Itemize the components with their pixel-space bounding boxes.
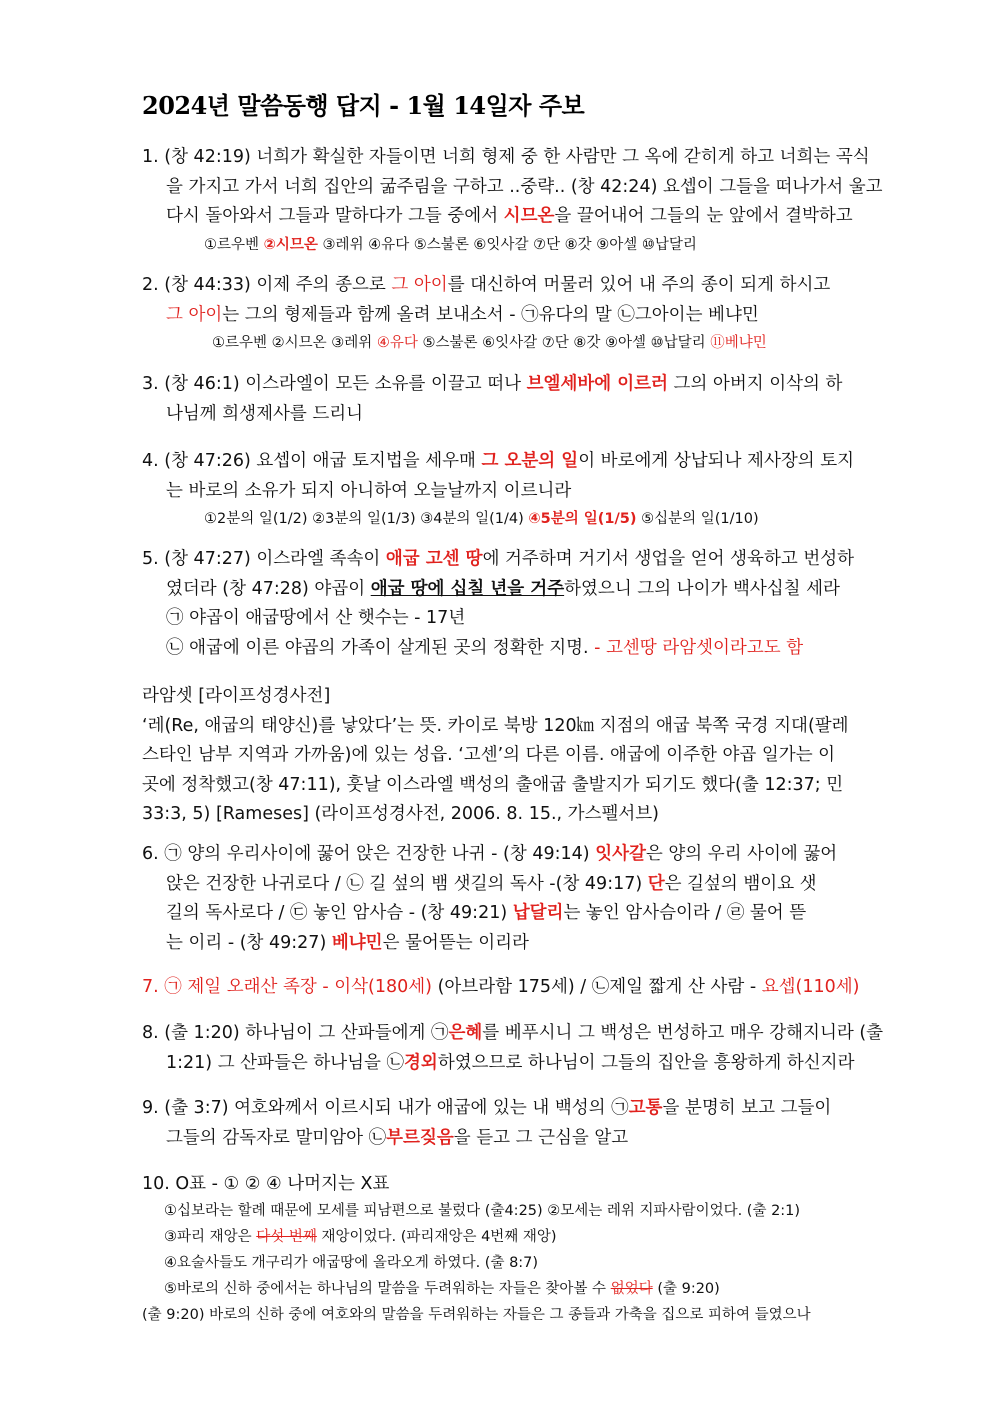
q10-struck-text-2: 없었다: [610, 1281, 653, 1297]
q3-text: 3. (창 46:1) 이스라엘이 모든 소유를 이끌고 떠나: [142, 374, 527, 394]
q5-answer-note: - 고센땅 라암셋이라고도 함: [594, 637, 804, 658]
dictionary-line-4: 33:3, 5) [Rameses] (라이프성경사전, 2006. 8. 15., 가스펠서브): [142, 804, 659, 824]
question-8: [142, 1019, 884, 1078]
q7-line-1: [142, 973, 860, 1003]
q5-line-2: [142, 575, 852, 605]
q4-text-end: 이 바로에게 상납되나 제사장의 토지: [578, 451, 855, 471]
question-3: [142, 370, 852, 429]
q4-line-1: [142, 447, 855, 477]
q2-highlight-2: 그 아이: [166, 304, 223, 325]
q9-line-1: [142, 1094, 852, 1124]
q3-line-2: 나님께 희생제사를 드리니: [166, 403, 364, 424]
q2-correct-option-b: ⑪베냐민: [710, 335, 767, 351]
q6-text: 6. ㉠ 양의 우리사이에 꿇어 앉은 건장한 나귀 - (창 49:14): [142, 844, 596, 864]
q6-text-4-end: 은 물어뜯는 이리라: [382, 932, 529, 953]
q6-text-2: 앉은 건장한 나귀로다 / ㉡ 길 섶의 뱀 샛길의 독사 -(창 49:17): [166, 873, 648, 894]
q1-line-3: [142, 202, 852, 232]
q3-text-end: 그의 아버지 이삭의 하: [667, 374, 843, 394]
q6-highlight-3: 납달리: [512, 903, 564, 923]
q4-option-text: ①2분의 일(1/2) ②3분의 일(1/3) ③4분의 일(1/4): [204, 511, 529, 527]
q9-text-2-end: 을 듣고 그 근심을 알고: [453, 1127, 629, 1148]
q10-statement-4: ④요술사들도 개구리가 애굽땅에 올라오게 하였다. (출 8:7): [164, 1255, 539, 1271]
q5-text: 5. (창 47:27) 이스라엘 족속이: [142, 549, 386, 569]
q2-option-text: ①르우벤 ②시므온 ③레위: [212, 335, 377, 351]
q6-text-2-end: 은 길섶의 뱀이요 샛: [664, 873, 817, 894]
question-4: [142, 447, 855, 532]
question-10: [142, 1170, 852, 1200]
dictionary-line-2: 스타인 남부 지역과 가까움)에 있는 성읍. ‘고센’의 다른 이름. 애굽에 이주한 야곱 일가는 이: [142, 745, 836, 765]
q10-heading: 10. O표 - ① ② ④ 나머지는 X표: [142, 1174, 390, 1194]
q2-line-1: [142, 271, 852, 301]
question-9: [142, 1094, 852, 1153]
q5-text-end: 에 거주하며 거기서 생업을 얻어 생육하고 번성하: [482, 549, 855, 569]
q4-option-rest: ⑤십분의 일(1/10): [636, 511, 759, 527]
q8-text-2-end: 하였으므로 하나님이 그들의 집안을 흥왕하게 하신지라: [437, 1052, 855, 1073]
q2-option-middle: ⑤스불론 ⑥잇사갈 ⑦단 ⑧갓 ⑨아셀 ⑩납달리: [417, 335, 711, 351]
question-2: [142, 271, 852, 356]
q4-correct-option: ④5분의 일(1/5): [528, 511, 637, 527]
q10-struck-text-1: 다섯 번째: [256, 1229, 317, 1245]
q5-text-2: 였더라 (창 47:28) 야곱이: [166, 578, 371, 599]
q5-underlined-phrase: 애굽 땅에 십칠 년을 거주: [370, 578, 565, 599]
q4-answer-highlight: 그 오분의 일: [481, 451, 579, 471]
q2-highlight-1: 그 아이: [391, 275, 448, 295]
q6-text-4: 는 이리 - (창 49:27): [166, 932, 332, 953]
q7-text: (아브라함 175세) / ㉡제일 짧게 산 사람 -: [432, 977, 762, 997]
q3-line-1: [142, 370, 852, 400]
q3-answer-highlight: 브엘세바에 이르러: [526, 374, 668, 394]
q9-line-2: [142, 1124, 852, 1154]
q8-text-2: 1:21) 그 산파들은 하나님을 ㉡: [166, 1052, 405, 1073]
q2-text-end: 를 대신하여 머물러 있어 내 주의 종이 되게 하시고: [447, 275, 831, 295]
page-title: 2024년 말씀동행 답지 - 1월 14일자 주보: [142, 91, 585, 120]
q6-highlight-4: 베냐민: [331, 932, 383, 953]
q1-answer-highlight: 시므온: [503, 206, 555, 226]
q8-highlight-1: 은혜: [448, 1023, 483, 1043]
q9-highlight-1: 고통: [628, 1098, 663, 1118]
dictionary-line-1: ‘레(Re, 애굽의 태양신)를 낳았다’는 뜻. 카이로 북방 120㎞ 지점의 애굽 북쪽 국경 지대(팔레: [142, 715, 849, 736]
q1-text: 다시 돌아와서 그들과 말하다가 그들 중에서: [166, 206, 504, 226]
q2-text-2: 는 그의 형제들과 함께 올려 보내소서 - ㉠유다의 말 ㉡그아이는 베냐민: [222, 304, 759, 325]
q6-highlight-1: 잇사갈: [595, 844, 646, 864]
q9-text-end: 을 분명히 보고 그들이: [662, 1098, 832, 1118]
q10-text-5: ⑤바로의 신하 중에서는 하나님의 말씀을 두려워하는 자들은 찾아볼 수: [164, 1281, 611, 1297]
q8-highlight-2: 경외: [404, 1052, 438, 1073]
dictionary-heading: 라암셋 [라이프성경사전]: [142, 686, 331, 706]
q5-line-1: [142, 545, 855, 575]
q6-highlight-2: 단: [647, 873, 665, 894]
q2-text: 2. (창 44:33) 이제 주의 종으로: [142, 275, 392, 295]
q9-text: 9. (출 3:7) 여호와께서 이르시되 내가 애굽에 있는 내 백성의 ㉠: [142, 1098, 629, 1118]
q10-statement-5: [142, 1276, 862, 1302]
q2-correct-option-a: ④유다: [376, 335, 418, 351]
question-7: [142, 973, 860, 1003]
q6-line-2: [142, 870, 852, 900]
q8-line-2: [142, 1049, 855, 1079]
q6-text-3-end: 는 놓인 암사슴이라 / ㉣ 물어 뜯: [563, 903, 807, 923]
q1-correct-option: ②시므온: [263, 236, 318, 253]
dictionary-line-3: 곳에 정착했고(창 47:11), 훗날 이스라엘 백성의 출애굽 출발지가 되기도 했다(출 12:37; 민: [142, 774, 844, 795]
q4-text: 4. (창 47:26) 요셉이 애굽 토지법을 세우매: [142, 451, 482, 471]
question-1: [142, 143, 883, 258]
q8-text-end: 를 베푸시니 그 백성은 번성하고 매우 강해지니라 (출: [482, 1023, 884, 1043]
q7-answer-2: 요셉(110세): [761, 977, 860, 997]
q10-text-5-end: (출 9:20): [652, 1281, 720, 1297]
q8-text: 8. (출 1:20) 하나님이 그 산파들에게 ㉠: [142, 1023, 449, 1043]
q5-text-2-end: 하였으니 그의 나이가 백사십칠 세라: [564, 578, 840, 599]
q6-text-end: 은 양의 우리 사이에 꿇어: [645, 844, 838, 864]
q8-line-1: [142, 1019, 884, 1049]
q9-highlight-2: 부르짖음: [386, 1127, 454, 1148]
q1-text-end: 을 끌어내어 그들의 눈 앞에서 결박하고: [554, 206, 853, 226]
q5-line-4: [142, 634, 852, 664]
q4-options: [142, 506, 852, 532]
q1-options: [142, 232, 852, 258]
q5-text-4: ㉡ 애굽에 이른 야곱의 가족이 살게된 곳의 정확한 지명.: [166, 637, 595, 658]
question-5: [142, 545, 855, 663]
q1-option-text: ①르우벤: [204, 236, 264, 253]
dictionary-excerpt: [142, 682, 852, 830]
q10-statements: [142, 1198, 862, 1328]
q10-text: ③파리 재앙은: [164, 1229, 257, 1245]
q1-line-2: 을 가지고 가서 너희 집안의 굶주림을 구하고 ..중략.. (창 42:24) 요셉이 그들을 떠나가서 울고: [166, 176, 883, 197]
q2-options: [142, 330, 852, 356]
q6-line-1: [142, 840, 852, 870]
question-6: [142, 840, 852, 958]
q10-reference-verse: (출 9:20) 바로의 신하 중에 여호와의 말씀을 두려워하는 자들은 그 종들과 가축을 집으로 피하여 들였으나: [142, 1307, 811, 1323]
q10-text-end: 재앙이었다. (파리재앙은 4번째 재앙): [316, 1229, 557, 1245]
q2-line-2: [142, 301, 852, 331]
q7-answer-1: 7. ㉠ 제일 오래산 족장 - 이삭(180세): [142, 977, 432, 997]
q9-text-2: 그들의 감독자로 말미암아 ㉡: [166, 1127, 387, 1148]
q10-statement-1-2: ①십보라는 할례 때문에 모세를 피남편으로 불렀다 (출4:25) ②모세는 레위 지파사람이었다. (출 2:1): [164, 1203, 801, 1219]
q6-line-3: [142, 899, 852, 929]
q1-option-rest: ③레위 ④유다 ⑤스불론 ⑥잇사갈 ⑦단 ⑧갓 ⑨아셀 ⑩납달리: [317, 236, 697, 253]
q6-text-3: 길의 독사로다 / ㉢ 놓인 암사슴 - (창 49:21): [166, 903, 513, 923]
q4-line-2: 는 바로의 소유가 되지 아니하여 오늘날까지 이르니라: [166, 480, 572, 501]
q5-answer-highlight: 애굽 고센 땅: [385, 549, 483, 569]
q10-statement-3: [142, 1224, 862, 1250]
q5-line-3: ㉠ 야곱이 애굽땅에서 산 햇수는 - 17년: [166, 608, 466, 628]
q1-line-1: 1. (창 42:19) 너희가 확실한 자들이면 너희 형제 중 한 사람만 그 옥에 갇히게 하고 너희는 곡식: [142, 147, 870, 167]
q6-line-4: [142, 929, 852, 959]
